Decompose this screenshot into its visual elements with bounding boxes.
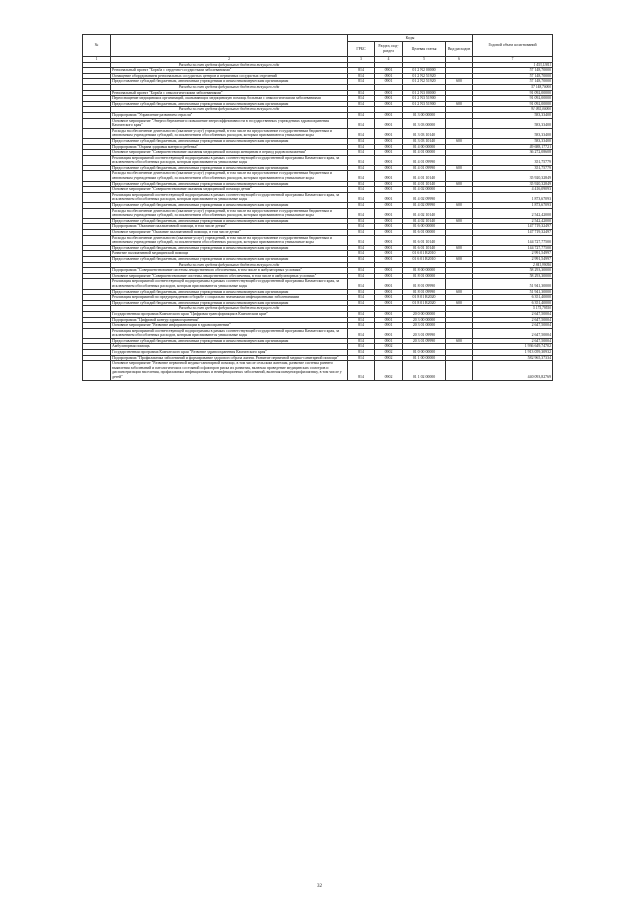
table-row [83,235,553,245]
cell-sum: 91 092,00000 [473,101,553,107]
cell-num [83,118,111,128]
cell-rz: 0901 [375,317,403,323]
cell-rz: 0901 [375,101,403,107]
cell-grbs: 814 [348,245,375,251]
cell-sum: 351,75779 [473,165,553,171]
cell-grbs: 814 [348,96,375,102]
header-celevaya: Целевая статья [403,42,446,57]
header-volume: Годовой объем ассигнований [473,35,553,57]
cell-sum: 2 647,50004 [473,323,553,329]
table-row [83,128,553,138]
cell-grbs: 814 [348,289,375,295]
cell-name: Предоставление субсидий бюджетным, автономным учреждениям и иным некоммерческим организациям [111,138,348,144]
cell-rz: 0901 [375,251,403,257]
cell-cs: 01 2 N3 51900 [403,96,446,102]
cell-sum: 583,33400 [473,138,553,144]
cell-rz: 0901 [375,328,403,338]
cell-rz: 0901 [375,112,403,118]
column-number: 1 [83,57,111,63]
cell-name: Основное мероприятие "Совершенствование системы лекарственного обеспечения, в том числе в амбулаторных условиях" [111,273,348,279]
cell-sum: 51 941,30000 [473,289,553,295]
cell-rz: 0901 [375,311,403,317]
table-row [83,171,553,181]
cell-name: Основное мероприятие "Развитие первичной медико-санитарной помощи, в том числе сельским жителям, развитие системы раннего выявления заболеваний и патологических состояний и факторов риска их развития, включая проведение медицинских осмотров и диспансеризации населения, профилактика инфекционных и неинфекционных заболеваний, включая иммунопрофилактику, в том числе у детей" [111,361,348,380]
cell-num [83,155,111,165]
cell-rz: 0901 [375,230,403,236]
cell-name: Предоставление субсидий бюджетным, автономным учреждениям и иным некоммерческим организациям [111,203,348,209]
cell-grbs: 814 [348,208,375,218]
cell-cs: 01 8 01 R2020 [403,295,446,301]
cell-num [83,128,111,138]
cell-grbs: 814 [348,165,375,171]
cell-cs: 20 0 00 00000 [403,311,446,317]
cell-cs: 01 6 01 R2010 [403,256,446,262]
cell-sum: 2 542,42000 [473,218,553,224]
cell-cs: 01 4 01 10140 [403,181,446,187]
cell-sum: 2 542,42000 [473,208,553,218]
cell-rz: 0901 [375,218,403,224]
table-body [83,62,553,380]
cell-cs: 20 3 01 09990 [403,338,446,344]
cell-sum: 2 991,54997 [473,251,553,257]
cell-name: Реализация мероприятий соответствующей подпрограммы в рамках соответствующей государственной программы Камчатского края, за исключением обособленных расходов, которым присваиваются уникальные коды [111,155,348,165]
cell-name: Реализация мероприятий соответствующей подпрограммы в рамках соответствующей государственной программы Камчатского края, за исключением обособленных расходов, которым присваиваются уникальные коды [111,279,348,289]
table-row [83,328,553,338]
cell-sum: 583,33400 [473,128,553,138]
cell-name: Расходы на обеспечение деятельности (оказание услуг) учреждений, в том числе на предоставление государственным бюджетным и автономным учреждениям субсидий, за исключением обособленных расходов, которым присваиваются уникальные коды [111,171,348,181]
budget-table [82,34,553,381]
cell-sum: 2 841,99056 [473,262,553,268]
cell-grbs: 814 [348,128,375,138]
cell-rz: 0901 [375,235,403,245]
cell-cs: 01 8 00 00000 [403,268,446,274]
cell-name: Предоставление субсидий бюджетным, автономным учреждениям и иным некоммерческим организациям [111,181,348,187]
cell-vr: 600 [446,289,473,295]
cell-grbs: 814 [348,138,375,144]
cell-sum: 57 148,70000 [473,84,553,90]
header-num: № [83,35,111,57]
cell-rz: 0901 [375,79,403,85]
cell-num [83,235,111,245]
cell-rz: 0901 [375,300,403,306]
cell-grbs: 814 [348,323,375,329]
cell-rz: 0901 [375,144,403,150]
cell-sum: 58 293,30000 [473,273,553,279]
cell-sum: 58 293,30000 [473,268,553,274]
cell-grbs: 814 [348,256,375,262]
cell-name: Реализация мероприятий соответствующей подпрограммы в рамках соответствующей государственной программы Камчатского края, за исключением обособленных расходов, которым присваиваются уникальные коды [111,328,348,338]
cell-cs: 01 1 00 00000 [403,355,446,361]
cell-name: Предоставление субсидий бюджетным, автономным учреждениям и иным некоммерческим организациям [111,218,348,224]
cell-cs: 01 6 00 00000 [403,224,446,230]
cell-cs: 01 6 01 R2010 [403,251,446,257]
cell-sum: 144 727,77500 [473,245,553,251]
cell-name: Расходы за счет средств федерального бюджета текущего года [111,84,348,90]
cell-cs: 01 4 00 00000 [403,144,446,150]
cell-grbs: 814 [348,251,375,257]
cell-cs: 01 3 03 10140 [403,128,446,138]
cell-cs: 01 3 00 00000 [403,112,446,118]
cell-vr: 600 [446,218,473,224]
cell-name: Реализация мероприятий по предупреждению и борьбе с социально значимыми инфекционными заболеваниями [111,295,348,301]
cell-rz: 0901 [375,181,403,187]
cell-name: Расходы за счет средств федерального бюджета текущего года [111,262,348,268]
cell-sum: 1 453,11811 [473,62,553,68]
cell-name: Подпрограмма "Цифровой контур здравоохранения" [111,317,348,323]
cell-cs: 20 3 01 09990 [403,328,446,338]
cell-grbs: 814 [348,279,375,289]
cell-rz: 0901 [375,118,403,128]
cell-cs: 01 4 01 09990 [403,165,446,171]
cell-rz: 0901 [375,323,403,329]
cell-cs: 01 4 01 10140 [403,171,446,181]
cell-name: Подпрограмма "Охрана здоровья матери и ребенка" [111,144,348,150]
cell-grbs: 814 [348,171,375,181]
cell-rz: 0902 [375,361,403,380]
cell-vr [446,235,473,245]
cell-name: Основное мероприятие "Оказание паллиативной помощи, в том числе детям" [111,230,348,236]
cell-sum: 440 093,82769 [473,361,553,380]
page-number: 32 [317,884,322,889]
cell-sum: 2 647,50004 [473,311,553,317]
cell-cs: 01 4 01 00000 [403,150,446,156]
cell-sum: 36 272,08608 [473,150,553,156]
cell-grbs: 814 [348,295,375,301]
cell-num [83,208,111,218]
column-number: 3 [348,57,375,63]
cell-num [83,192,111,202]
cell-sum: 147 719,32497 [473,224,553,230]
cell-name: Предоставление субсидий бюджетным, автономным учреждениям и иным некоммерческим организациям [111,79,348,85]
cell-rz: 0901 [375,150,403,156]
cell-vr: 600 [446,245,473,251]
cell-rz: 0901 [375,171,403,181]
cell-grbs: 814 [348,338,375,344]
cell-sum: 351,75779 [473,155,553,165]
cell-sum: 2 991,54997 [473,256,553,262]
table-row [83,361,553,380]
header-razdel: Раздел, под-раздел [375,42,403,57]
cell-sum: 57 148,70000 [473,68,553,74]
cell-sum: 57 148,70000 [473,79,553,85]
cell-grbs: 814 [348,101,375,107]
cell-name: Основное мероприятие "Энергосбережение и повышение энергоэффективности в государственных учреждениях здравоохранения Камчатского края" [111,118,348,128]
cell-name: Предоставление субсидий бюджетным, автономным учреждениям и иным некоммерческим организациям [111,256,348,262]
cell-grbs: 814 [348,350,375,356]
cell-rz: 0901 [375,165,403,171]
cell-cs: 01 4 02 10140 [403,218,446,224]
cell-name: Основное мероприятие "Совершенствование оказания медицинской помощи детям" [111,187,348,193]
cell-name: Развитие паллиативной медицинской помощи [111,251,348,257]
column-number: 2 [111,57,348,63]
cell-vr [446,128,473,138]
cell-sum: 6 351,40000 [473,300,553,306]
cell-rz: 0901 [375,273,403,279]
cell-grbs: 814 [348,90,375,96]
cell-sum: 35 920,32849 [473,171,553,181]
cell-cs: 01 2 N3 00000 [403,90,446,96]
column-number: 5 [403,57,446,63]
table-row [83,192,553,202]
cell-name: Предоставление субсидий бюджетным, автономным учреждениям и иным некоммерческим организациям [111,101,348,107]
cell-vr [446,118,473,128]
header-codes: Коды [348,35,473,42]
column-number: 6 [446,57,473,63]
cell-name: Расходы на обеспечение деятельности (оказание услуг) учреждений, в том числе на предоставление государственным бюджетным и автономным учреждениям субсидий, за исключением обособленных расходов, которым присваиваются уникальные коды [111,208,348,218]
cell-name: Расходы за счет средств федерального бюджета текущего года [111,306,348,312]
cell-sum: 57 148,70000 [473,73,553,79]
cell-num [83,171,111,181]
cell-rz: 0901 [375,138,403,144]
cell-sum: 2 647,50004 [473,338,553,344]
cell-grbs: 814 [348,68,375,74]
cell-rz: 0902 [375,355,403,361]
cell-grbs: 814 [348,187,375,193]
cell-name: Амбулаторная помощь [111,344,348,350]
cell-rz: 0901 [375,187,403,193]
cell-name: Переоснащение медицинских организаций, оказывающих медицинскую помощь больным с онкологическими заболеваниями [111,96,348,102]
cell-cs: 01 4 01 09990 [403,155,446,165]
cell-cs: 01 0 00 00000 [403,350,446,356]
cell-name: Основное мероприятие "Развитие информатизации в здравоохранении" [111,323,348,329]
cell-cs: 01 4 02 00000 [403,187,446,193]
cell-sum: 91 092,00000 [473,107,553,113]
cell-cs: 01 4 02 10140 [403,208,446,218]
cell-grbs: 814 [348,181,375,187]
cell-grbs: 814 [348,300,375,306]
cell-grbs: 814 [348,144,375,150]
cell-num [83,328,111,338]
cell-sum: 1 873,67093 [473,192,553,202]
cell-vr: 600 [446,79,473,85]
table-row [83,208,553,218]
cell-sum: 1 873,67093 [473,203,553,209]
cell-grbs: 814 [348,311,375,317]
cell-cs: 01 8 01 09990 [403,289,446,295]
cell-name: Подпрограмма "Управление развитием отрасли" [111,112,348,118]
column-number: 7 [473,57,553,63]
cell-vr [446,155,473,165]
cell-rz: 0901 [375,90,403,96]
cell-sum: 6 351,40000 [473,295,553,301]
cell-rz: 0901 [375,96,403,102]
cell-sum: 583,33400 [473,112,553,118]
cell-grbs: 814 [348,192,375,202]
cell-sum: 147 719,32497 [473,230,553,236]
cell-vr [446,192,473,202]
cell-name: Расходы на обеспечение деятельности (оказание услуг) учреждений, в том числе на предоставление государственным бюджетным и автономным учреждениям субсидий, за исключением обособленных расходов, которым присваиваются уникальные коды [111,128,348,138]
cell-vr: 600 [446,181,473,187]
cell-name: Предоставление субсидий бюджетным, автономным учреждениям и иным некоммерческим организациям [111,165,348,171]
cell-cs: 20 3 01 00000 [403,323,446,329]
cell-name: Подпрограмма "Профилактика заболеваний и формирование здорового образа жизни. Развитие первичной медико-санитарной помощи" [111,355,348,361]
cell-sum: 91 092,00000 [473,96,553,102]
table-row [83,155,553,165]
cell-cs: 01 3 03 00000 [403,118,446,128]
cell-sum: 49 688,17721 [473,144,553,150]
cell-vr [446,361,473,380]
cell-cs: 01 2 N2 00000 [403,68,446,74]
budget-table-page [82,34,552,381]
cell-rz: 0901 [375,208,403,218]
cell-cs: 01 2 N2 51920 [403,73,446,79]
cell-cs: 01 4 02 09990 [403,192,446,202]
cell-cs: 01 2 N3 51900 [403,101,446,107]
cell-rz: 0901 [375,224,403,230]
cell-grbs: 814 [348,317,375,323]
cell-num [83,361,111,380]
header-grbs: ГРБС [348,42,375,57]
cell-rz: 0901 [375,279,403,289]
cell-cs: 01 8 01 00000 [403,273,446,279]
cell-sum: 144 727,77500 [473,235,553,245]
cell-grbs: 814 [348,355,375,361]
cell-rz: 0901 [375,68,403,74]
cell-name: Подпрограмма "Совершенствование системы лекарственного обеспечения, в том числе в амбулаторных условиях" [111,268,348,274]
cell-name: Расходы за счет средств федерального бюджета текущего года [111,62,348,68]
cell-vr: 600 [446,101,473,107]
cell-rz: 0902 [375,344,403,350]
cell-cs: 01 3 03 10140 [403,138,446,144]
cell-sum: 51 941,30000 [473,279,553,289]
cell-vr: 600 [446,138,473,144]
cell-grbs: 814 [348,235,375,245]
cell-cs: 01 8 01 R2020 [403,300,446,306]
cell-grbs: 814 [348,328,375,338]
cell-name: Государственная программа Камчатского края "Развитие здравоохранения Камчатского края" [111,350,348,356]
cell-grbs: 814 [348,112,375,118]
cell-num [83,279,111,289]
header-name [111,35,348,57]
cell-grbs: 814 [348,344,375,350]
cell-rz: 0901 [375,245,403,251]
cell-rz: 0901 [375,289,403,295]
cell-grbs: 814 [348,230,375,236]
cell-cs: 01 4 02 09990 [403,203,446,209]
cell-rz: 0901 [375,128,403,138]
cell-vr: 600 [446,165,473,171]
table-row [83,118,553,128]
cell-sum: 91 092,00000 [473,90,553,96]
cell-sum: 583,33400 [473,118,553,128]
cell-rz: 0901 [375,338,403,344]
cell-rz: 0901 [375,256,403,262]
cell-vr [446,208,473,218]
cell-grbs: 814 [348,268,375,274]
cell-vr: 600 [446,338,473,344]
cell-cs: 01 6 01 00000 [403,230,446,236]
cell-vr: 600 [446,203,473,209]
cell-name: Региональный проект "Борьба с онкологическими заболеваниями" [111,90,348,96]
cell-name: Расходы за счет средств федерального бюджета текущего года [111,107,348,113]
cell-sum: 582 965,37334 [473,355,553,361]
cell-grbs: 814 [348,361,375,380]
cell-vr: 600 [446,300,473,306]
cell-rz: 0901 [375,73,403,79]
cell-name: Оснащение оборудованием региональных сосудистых центров и первичных сосудистых отделений [111,73,348,79]
column-number: 4 [375,57,403,63]
cell-name: Государственная программа Камчатского края "Цифровая трансформация в Камчатском крае" [111,311,348,317]
cell-vr [446,328,473,338]
cell-name: Предоставление субсидий бюджетным, автономным учреждениям и иным некоммерческим организациям [111,300,348,306]
cell-grbs: 814 [348,118,375,128]
cell-rz: 0901 [375,203,403,209]
cell-cs: 01 6 01 10140 [403,235,446,245]
cell-sum: 4 416,09093 [473,187,553,193]
cell-sum: 5 175,79550 [473,306,553,312]
cell-name: Подпрограмма "Оказание паллиативной помощи, в том числе детям" [111,224,348,230]
cell-rz: 0901 [375,155,403,165]
cell-name: Предоставление субсидий бюджетным, автономным учреждениям и иным некоммерческим организациям [111,338,348,344]
cell-rz: 0901 [375,192,403,202]
cell-name: Реализация мероприятий соответствующей подпрограммы в рамках соответствующей государственной программы Камчатского края, за исключением обособленных расходов, которым присваиваются уникальные коды [111,192,348,202]
table-row [83,279,553,289]
cell-vr [446,171,473,181]
cell-cs: 20 3 00 00000 [403,317,446,323]
header-vid: Вид расходов [446,42,473,57]
cell-sum: 2 647,50004 [473,317,553,323]
cell-grbs: 814 [348,155,375,165]
cell-sum: 2 647,50004 [473,328,553,338]
cell-grbs: 814 [348,203,375,209]
cell-rz: 0902 [375,350,403,356]
cell-sum: 1 936 649,74702 [473,344,553,350]
cell-grbs: 814 [348,150,375,156]
cell-vr: 600 [446,256,473,262]
cell-name: Расходы на обеспечение деятельности (оказание услуг) учреждений, в том числе на предоставление государственным бюджетным и автономным учреждениям субсидий, за исключением обособленных расходов, которым присваиваются уникальные коды [111,235,348,245]
cell-grbs: 814 [348,273,375,279]
cell-grbs: 814 [348,73,375,79]
cell-name: Предоставление субсидий бюджетным, автономным учреждениям и иным некоммерческим организациям [111,289,348,295]
cell-sum: 1 913 059,30932 [473,350,553,356]
cell-name: Основное мероприятие "Совершенствование оказания медицинской помощи женщинам в период родовспоможения" [111,150,348,156]
cell-sum: 35 920,32849 [473,181,553,187]
cell-rz: 0901 [375,295,403,301]
cell-cs: 01 2 N2 51920 [403,79,446,85]
cell-cs: 01 1 02 00000 [403,361,446,380]
cell-rz: 0901 [375,268,403,274]
cell-grbs: 814 [348,224,375,230]
cell-grbs: 814 [348,218,375,224]
cell-cs: 01 8 01 09990 [403,279,446,289]
cell-cs: 01 6 01 10140 [403,245,446,251]
cell-name: Региональный проект "Борьба с сердечно-сосудистыми заболеваниями" [111,68,348,74]
cell-vr [446,279,473,289]
cell-grbs: 814 [348,79,375,85]
cell-name: Предоставление субсидий бюджетным, автономным учреждениям и иным некоммерческим организациям [111,245,348,251]
